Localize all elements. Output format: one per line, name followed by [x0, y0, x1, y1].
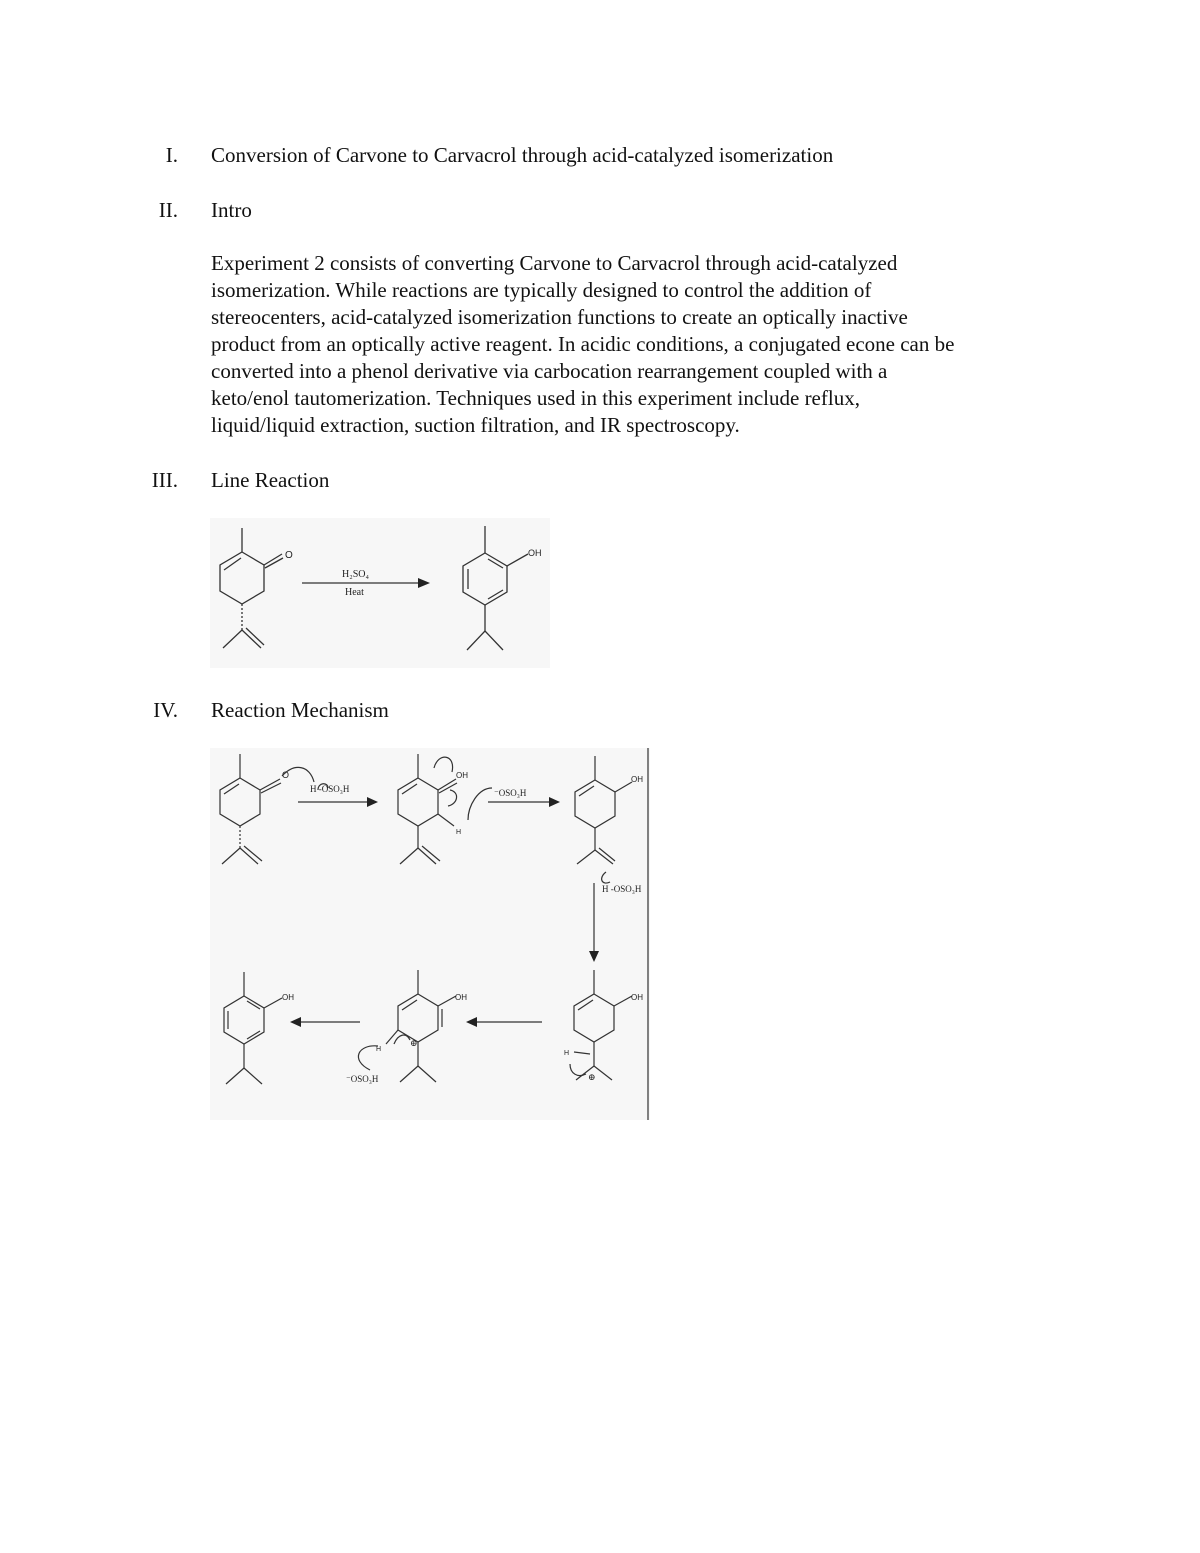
- mech-struct-2: [398, 778, 438, 826]
- reactant-ring: [220, 552, 264, 604]
- intro-line: liquid/liquid extraction, suction filtration, and IR spectroscopy.: [211, 413, 740, 437]
- section-numeral: III.: [151, 468, 178, 492]
- mech-acid-1: H -OSO₃H: [310, 784, 350, 794]
- mech-struct-4: [574, 994, 614, 1042]
- mech-oh-label: OH: [631, 993, 643, 1002]
- product-ring: [463, 553, 507, 605]
- section-title: Line Reaction: [211, 468, 330, 492]
- section-numeral: II.: [158, 198, 178, 222]
- reactant-o-label: O: [285, 550, 293, 561]
- mech-base-1: ⁻OSO₃H: [494, 788, 527, 798]
- mechanism-svg: [210, 748, 650, 1120]
- reagent-label: H₂SO₄: [342, 569, 369, 580]
- mech-oh-label: OH: [631, 775, 643, 784]
- mech-plus-charge: ⊕: [410, 1038, 418, 1048]
- mech-arrow-head: [589, 951, 599, 962]
- mech-acid-2: H -OSO₃H: [602, 884, 642, 894]
- line-reaction-svg: [210, 518, 550, 668]
- mech-arrow-head: [290, 1017, 301, 1027]
- mech-h-label: H: [564, 1050, 570, 1057]
- intro-line: stereocenters, acid-catalyzed isomerization functions to create an optically inactive: [211, 305, 908, 329]
- mech-struct-3: [575, 780, 615, 828]
- section-title: Conversion of Carvone to Carvacrol through acid-catalyzed isomerization: [211, 143, 834, 167]
- arrow-head: [418, 578, 430, 588]
- mech-arrow-head: [466, 1017, 477, 1027]
- mech-h-label: H: [456, 829, 462, 836]
- mech-h-label: H: [376, 1046, 382, 1053]
- mech-arrow-head: [549, 797, 560, 807]
- line-reaction-figure: [210, 518, 550, 668]
- intro-line: isomerization. While reactions are typically designed to control the addition of: [211, 278, 872, 302]
- section-title: Reaction Mechanism: [211, 698, 389, 722]
- section-numeral: I.: [165, 143, 178, 167]
- mech-struct-6: [224, 996, 264, 1044]
- mech-oh-label: OH: [456, 771, 468, 780]
- intro-line: product from an optically active reagent. In acidic conditions, a conjugated econe can be: [211, 332, 955, 356]
- mech-plus-charge: ⊕: [588, 1072, 596, 1082]
- intro-line: converted into a phenol derivative via carbocation rearrangement coupled with a: [211, 359, 888, 383]
- mech-o-label: O: [282, 770, 290, 780]
- mech-struct-1: [220, 778, 260, 826]
- intro-line: Experiment 2 consists of converting Carvone to Carvacrol through acid-catalyzed: [211, 251, 898, 275]
- mech-oh-label: OH: [282, 993, 294, 1002]
- intro-line: keto/enol tautomerization. Techniques used in this experiment include reflux,: [211, 386, 860, 410]
- product-oh-label: OH: [528, 548, 542, 558]
- condition-label: Heat: [345, 587, 364, 598]
- mech-base-2: ⁻OSO₃H: [346, 1074, 379, 1084]
- mech-oh-label: OH: [455, 993, 467, 1002]
- section-title: Intro: [211, 198, 252, 222]
- mechanism-figure: [210, 748, 650, 1120]
- mech-arrow-head: [367, 797, 378, 807]
- intro-paragraph: [211, 250, 1071, 439]
- section-numeral: IV.: [153, 698, 178, 722]
